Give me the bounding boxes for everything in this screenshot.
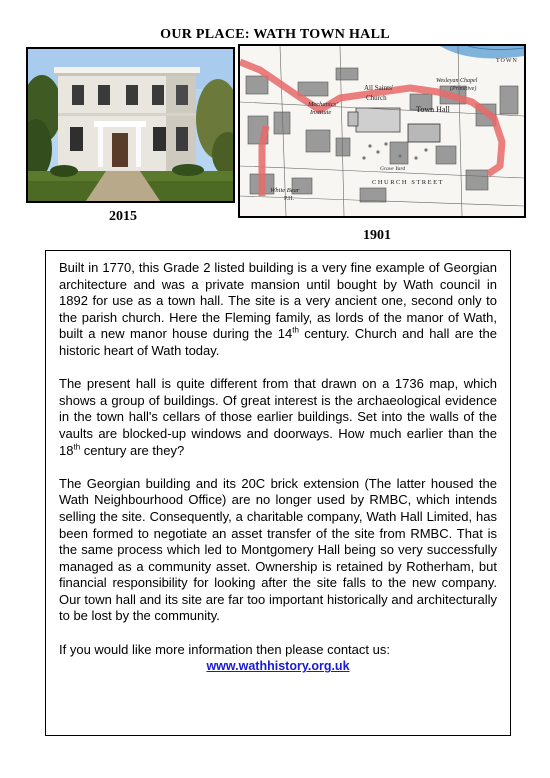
paragraph-contact: If you would like more information then please contact us:	[59, 641, 390, 657]
historic-map-1901	[238, 44, 526, 218]
website-link[interactable]: www.wathhistory.org.uk	[206, 659, 350, 674]
map-label-all-saints: All Saints'	[364, 84, 394, 92]
town-hall-photo	[26, 47, 235, 203]
photo-caption-2015: 2015	[109, 209, 137, 224]
paragraph-transfer: The Georgian building and its 20C brick extension (The latter housed the Wath Neighbourhood Office) are no longer used by RMBC, which intends selling the site. Consequently, a charitable company, Wath Hall Limited, has been formed to negotiate an asset transfer of the site from RMBC. That is the same process which led to Montgomery Hall being so very successfully managed as a community asset. Ownership is retained by Rotherham, but financial responsibility for looking after the site falls to the new company. Our town hall and its site are far too important historically and architecturally to be lost by the community.	[59, 475, 497, 624]
map-label-primitive: (Primitive)	[450, 86, 477, 92]
paragraph-history-text-a: Built in 1770, this Grade 2 listed building is a very fine example of Georgian architecture and was a private mansion until bought by Wath council in 1892 for use as a town hall. The site is a very ancient one, second only to the parish church. Here the Fleming family, as lords of the manor of Wath, built a new manor house during the 14	[59, 260, 497, 342]
ordinal-suffix: th	[292, 326, 299, 336]
map-label-church: Church	[366, 94, 387, 102]
map-label-chapel: Wesleyan Chapel	[436, 78, 478, 84]
map-caption-1901: 1901	[363, 228, 391, 243]
paragraph-history	[59, 260, 497, 360]
map-label-mechanics: Mechanics'	[308, 101, 338, 108]
ordinal-suffix: th	[73, 442, 81, 452]
paragraph-history-text-b: century. Church and hall are the historic heart of Wath today.	[59, 326, 497, 358]
map-label-town: TOWN	[496, 58, 518, 64]
map-label-institute: Institute	[310, 109, 332, 116]
map-label-ph: P.H.	[284, 196, 295, 202]
map-label-grave-yard: Grave Yard	[380, 166, 406, 172]
map-label-town-hall: Town Hall	[416, 105, 450, 114]
page-title: OUR PLACE: WATH TOWN HALL	[160, 27, 390, 42]
map-label-white-bear: White Bear	[270, 187, 300, 194]
paragraph-archaeology	[59, 376, 497, 459]
paragraph-archaeology-text-a: The present hall is quite different from that drawn on a 1736 map, which shows a group of buildings. Of great interest is the archaeological evidence in the town hall's cellars of those earlier buildings. Set into the walls of the vaults are blocked-up windows and doorways. How much earlier than the 18	[59, 376, 497, 458]
paragraph-archaeology-text-b: century are they?	[80, 442, 185, 458]
article-text-box	[45, 250, 511, 736]
map-label-church-street: CHURCH STREET	[372, 179, 445, 186]
